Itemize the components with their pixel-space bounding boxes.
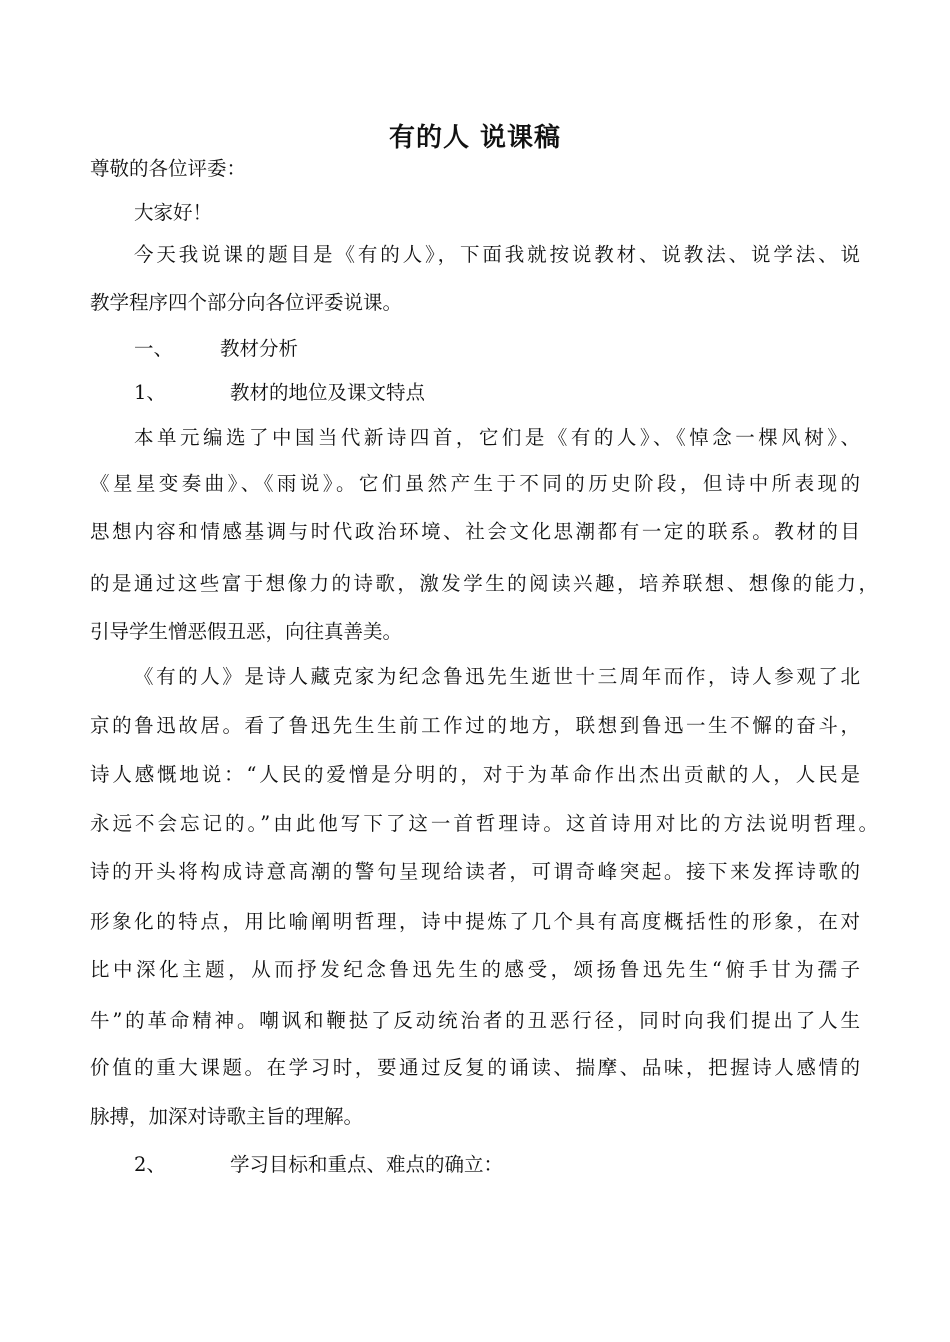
para2-line-7: 比中深化主题，从而抒发纪念鲁迅先生的感受，颂扬鲁迅先生“俯手甘为孺子 bbox=[90, 958, 860, 981]
para2-line-1: 《有的人》是诗人藏克家为纪念鲁迅先生逝世十三周年而作，诗人参观了北 bbox=[134, 665, 860, 688]
section-heading-1 bbox=[134, 334, 298, 364]
subsection-number: 2、 bbox=[134, 1153, 166, 1176]
para2-line-4: 永远不会忘记的。”由此他写下了这一首哲理诗。这首诗用对比的方法说明哲理。 bbox=[90, 812, 878, 835]
para2-line-2: 京的鲁迅故居。看了鲁迅先生生前工作过的地方，联想到鲁迅一生不懈的奋斗， bbox=[90, 714, 860, 737]
subsection-heading-1 bbox=[134, 378, 425, 408]
para2-line-8: 牛”的革命精神。嘲讽和鞭挞了反动统治者的丑恶行径，同时向我们提出了人生 bbox=[90, 1009, 860, 1032]
subsection-number: 1、 bbox=[134, 381, 166, 404]
section-number: 一、 bbox=[134, 337, 174, 360]
intro-line-2: 教学程序四个部分向各位评委说课。 bbox=[90, 291, 403, 314]
subsection-heading-2 bbox=[134, 1150, 503, 1180]
subsection-title: 教材的地位及课文特点 bbox=[230, 381, 426, 404]
page-title: 有的人 说课稿 bbox=[388, 123, 562, 153]
para1-line-2: 《星星变奏曲》、《雨说》。它们虽然产生于不同的历史阶段，但诗中所表现的 bbox=[90, 472, 860, 495]
hello-line: 大家好！ bbox=[134, 201, 213, 224]
para2-line-5: 诗的开头将构成诗意高潮的警句呈现给读者，可谓奇峰突起。接下来发挥诗歌的 bbox=[90, 860, 860, 883]
subsection-title: 学习目标和重点、难点的确立： bbox=[230, 1153, 504, 1176]
para1-line-4: 的是通过这些富于想像力的诗歌，激发学生的阅读兴趣，培养联想、想像的能力， bbox=[90, 572, 878, 595]
para2-line-6: 形象化的特点，用比喻阐明哲理，诗中提炼了几个具有高度概括性的形象，在对 bbox=[90, 910, 860, 933]
para1-line-5: 引导学生憎恶假丑恶，向往真善美。 bbox=[90, 620, 403, 643]
para1-line-1: 本单元编选了中国当代新诗四首，它们是《有的人》、《悼念一棵风树》、 bbox=[134, 426, 860, 449]
intro-line-1: 今天我说课的题目是《有的人》，下面我就按说教材、说教法、说学法、说 bbox=[134, 243, 860, 266]
para2-line-10: 脉搏，加深对诗歌主旨的理解。 bbox=[90, 1105, 364, 1128]
para1-line-3: 思想内容和情感基调与时代政治环境、社会文化思潮都有一定的联系。教材的目 bbox=[90, 520, 860, 543]
para2-line-9: 价值的重大课题。在学习时，要通过反复的诵读、揣摩、品味，把握诗人感情的 bbox=[90, 1056, 860, 1079]
greeting: 尊敬的各位评委： bbox=[90, 157, 247, 180]
section-title: 教材分析 bbox=[220, 337, 299, 360]
para2-line-3: 诗人感慨地说：“人民的爱憎是分明的，对于为革命作出杰出贡献的人，人民是 bbox=[90, 763, 860, 786]
